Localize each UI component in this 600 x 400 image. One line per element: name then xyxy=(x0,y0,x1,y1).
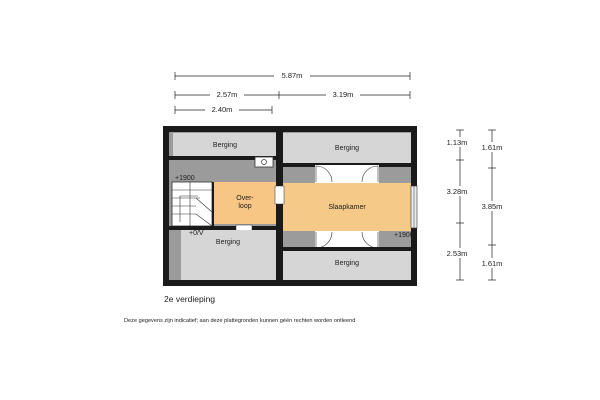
height-mark-right-bottom: +1900 xyxy=(394,232,414,239)
dim-right-a-top: 1.13m xyxy=(446,138,468,147)
double-door-bottom xyxy=(315,231,379,248)
central-wall xyxy=(276,126,283,286)
dim-right-b-bottom: 1.61m xyxy=(481,259,503,268)
label-berging-bottom-left: Berging xyxy=(215,239,241,246)
room-berging-bottom-left xyxy=(181,230,276,280)
dim-right-b-top: 1.61m xyxy=(481,143,503,152)
double-door-top xyxy=(315,165,379,183)
dim-right-a-bottom: 2.53m xyxy=(446,249,468,258)
label-overloop-line2: loop xyxy=(238,203,252,210)
floor-caption: 2e verdieping xyxy=(164,294,216,304)
wall-segment xyxy=(169,226,276,230)
label-berging-top-right: Berging xyxy=(334,145,360,152)
dim-top-left: 2.57m xyxy=(216,90,238,99)
dim-top-total: 5.87m xyxy=(281,71,303,80)
dim-right-a-mid: 3.28m xyxy=(446,187,468,196)
label-berging-bottom-right: Berging xyxy=(334,260,360,267)
height-mark-left-bottom: +0/V xyxy=(189,230,204,237)
wall-segment xyxy=(212,182,214,228)
door-opening xyxy=(275,186,284,204)
dim-right-b-mid: 3.85m xyxy=(481,202,503,211)
dim-top-right: 3.19m xyxy=(332,90,354,99)
height-mark-left-top: +1900 xyxy=(175,175,195,182)
sink-icon xyxy=(255,157,273,167)
dim-top-inner: 2.40m xyxy=(211,105,233,114)
label-berging-top-left: Berging xyxy=(212,142,238,149)
label-overloop-line1: Over- xyxy=(236,195,254,202)
wall-segment xyxy=(283,247,411,251)
staircase xyxy=(172,182,212,226)
label-slaapkamer: Slaapkamer xyxy=(328,204,366,211)
disclaimer-text: Deze gegevens zijn indicatief; aan deze plattegronden kunnen géén rechten worden ontleend xyxy=(124,318,356,324)
